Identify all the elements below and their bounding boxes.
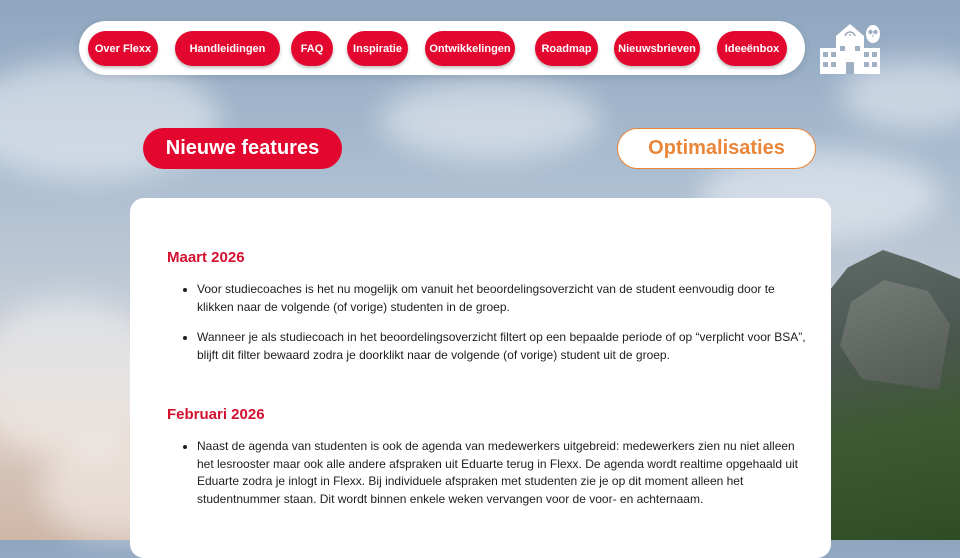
school-building-owl-icon[interactable] (818, 22, 882, 74)
nav-handleidingen[interactable]: Handleidingen (175, 31, 280, 66)
nav-over-flexx[interactable]: Over Flexx (88, 31, 158, 66)
list-item: • Voor studiecoaches is het nu mogelijk om vanuit het beoordelingsoverzicht van de student eenvoudig door te klikken naar de volgende (of vorige) studenten in de groep. (197, 281, 809, 316)
nav-ideeenbox[interactable]: Ideeënbox (717, 31, 787, 66)
list-item: • Wanneer je als studiecoach in het beoordelingsoverzicht filtert op een bepaalde periode of op “verplicht voor BSA”, blijft dit filter bewaard zodra je doorklikt naar de volgende (of vorige) student uit de groep. (197, 329, 809, 364)
nav-nieuwsbrieven[interactable]: Nieuwsbrieven (614, 31, 700, 66)
content-card (130, 198, 831, 558)
nav-faq[interactable]: FAQ (291, 31, 333, 66)
month-heading: Maart 2026 (167, 249, 245, 266)
tab-optimalisaties[interactable]: Optimalisaties (617, 128, 816, 169)
nav-inspiratie[interactable]: Inspiratie (347, 31, 408, 66)
tab-nieuwe-features[interactable]: Nieuwe features (143, 128, 342, 169)
feature-list (183, 438, 809, 521)
nav-roadmap[interactable]: Roadmap (535, 31, 598, 66)
feature-list (183, 281, 809, 377)
list-item: • Naast de agenda van studenten is ook de agenda van medewerkers uitgebreid: medewerkers zien nu niet alleen het lesrooster maar ook alle andere afspraken uit Eduarte terug in Flexx. De agenda wordt realtime opgehaald uit Eduarte zodra je inlogt in Flexx. Bij individuele afspraken met studenten zie je op dit moment alleen het studentnummer staan. Dit wordt binnen enkele weken vervangen voor de voor- en achternaam. (197, 438, 809, 508)
nav-ontwikkelingen[interactable]: Ontwikkelingen (425, 31, 515, 66)
month-heading: Februari 2026 (167, 406, 265, 423)
top-navigation (79, 21, 805, 75)
